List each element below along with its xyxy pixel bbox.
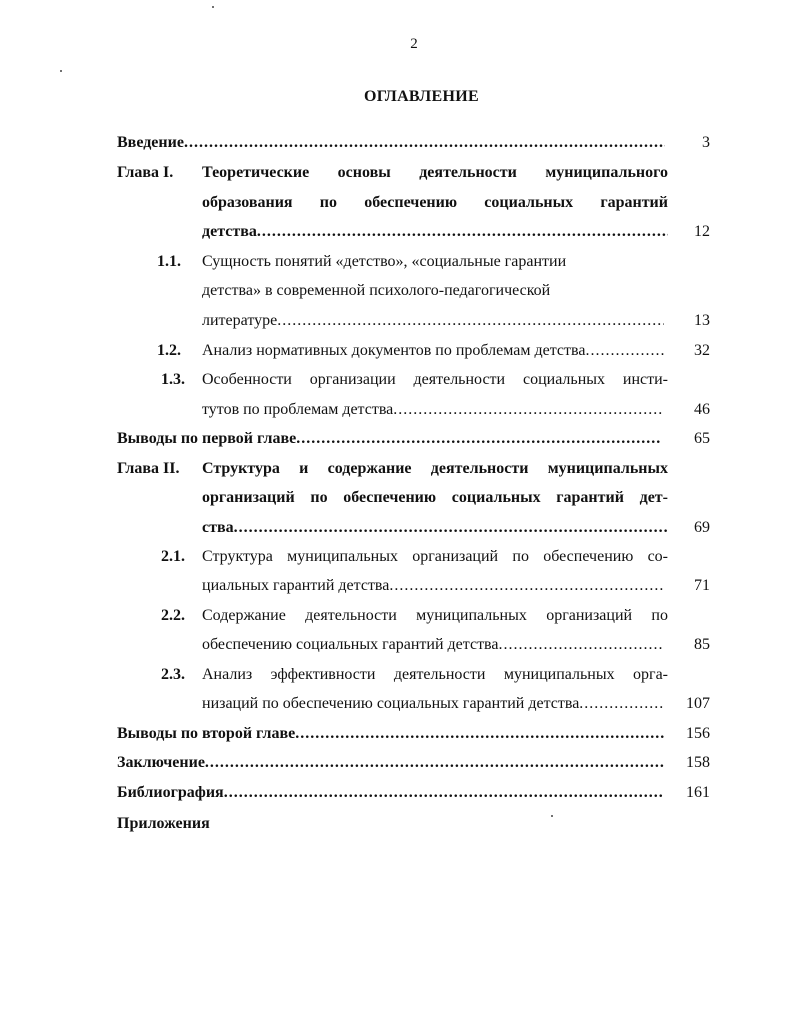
section-number: 1.2. [157,342,181,359]
section-title-text: обеспечению социальных гарантий детства [202,636,499,653]
chapter-title-text: детства [202,223,257,240]
toc-entry-conclusion-2[interactable] [117,722,664,746]
leader-dots [389,574,664,598]
leader-dots [234,516,668,540]
section-title-line[interactable] [202,692,664,716]
leader-dots [277,309,664,333]
section-title-text: тутов по проблемам детства [202,401,394,418]
toc-entry-title: Заключение [117,754,205,771]
section-title-line[interactable]: Содержание деятельности муниципальных организаций по [202,607,668,624]
chapter-title-line[interactable]: образования по обеспечению социальных гарантий [202,194,668,211]
leader-dots [224,781,664,805]
section-title-line[interactable]: Структура муниципальных организаций по обеспечению со- [202,548,668,565]
leader-dots [205,751,664,775]
section-title-line[interactable]: детства» в современной психолого-педагогической [202,282,551,299]
leader-dots [184,131,665,155]
leader-dots [393,398,664,422]
scan-speck [212,6,214,8]
toc-entry-appendix[interactable]: Приложения [117,815,210,832]
section-title-text: Анализ нормативных документов по проблемам детства [202,342,586,359]
chapter-title-text: ства [202,519,234,536]
section-title-line[interactable] [202,574,664,598]
toc-page-number: 12 [694,223,710,240]
section-title-text: циальных гарантий детства [202,577,390,594]
toc-entry-title: Выводы по первой главе [117,430,297,447]
toc-page-number: 85 [694,636,710,653]
leader-dots [257,220,668,244]
toc-page-number: 71 [694,577,710,594]
toc-entry-closing[interactable] [117,751,664,775]
chapter-title-line[interactable] [202,220,668,244]
toc-page-number: 107 [686,695,710,712]
toc-page-number: 3 [702,134,710,151]
toc-page-number: 69 [694,519,710,536]
chapter-label: Глава II. [117,460,180,477]
toc-entry-title: Библиография [117,784,224,801]
page-title: ОГЛАВЛЕНИЕ [364,88,479,105]
leader-dots [295,722,664,746]
toc-entry-bibliography[interactable] [117,781,664,805]
chapter-title-line[interactable] [202,516,668,540]
toc-entry-conclusion-1[interactable] [117,427,661,451]
section-number: 1.1. [157,253,181,270]
leader-dots [585,339,664,363]
section-title-line[interactable] [202,309,664,333]
leader-dots [579,692,664,716]
leader-dots [296,427,661,451]
toc-page-number: 158 [686,754,710,771]
section-title-text: низаций по обеспечению социальных гарантий детства [202,695,580,712]
section-number: 2.1. [161,548,185,565]
section-title-line[interactable] [202,633,664,657]
toc-page-number: 156 [686,725,710,742]
scan-speck [60,70,62,72]
toc-entry-intro[interactable] [117,131,665,155]
toc-page-number: 13 [694,312,710,329]
toc-page-number: 65 [694,430,710,447]
section-title-line[interactable]: Особенности организации деятельности социальных инсти- [202,371,668,388]
section-title-line[interactable]: Анализ эффективности деятельности муниципальных орга- [202,666,668,683]
chapter-title-line[interactable]: Теоретические основы деятельности муниципального [202,164,668,181]
section-title-line[interactable] [202,339,664,363]
toc-entry-title: Введение [117,134,184,151]
section-number: 2.3. [161,666,185,683]
section-title-line[interactable]: Сущность понятий «детство», «социальные гарантии [202,253,567,270]
toc-page-number: 32 [694,342,710,359]
chapter-label: Глава I. [117,164,174,181]
toc-page-number: 161 [686,784,710,801]
scan-speck [551,815,553,817]
section-number: 2.2. [161,607,185,624]
page-number: 2 [410,36,418,52]
chapter-title-line[interactable]: Структура и содержание деятельности муниципальных [202,460,668,477]
toc-page-number: 46 [694,401,710,418]
section-number: 1.3. [161,371,185,388]
leader-dots [499,633,665,657]
section-title-line[interactable] [202,398,664,422]
chapter-title-line[interactable]: организаций по обеспечению социальных гарантий дет- [202,489,668,506]
section-title-text: литературе [202,312,278,329]
toc-entry-title: Выводы по второй главе [117,725,296,742]
